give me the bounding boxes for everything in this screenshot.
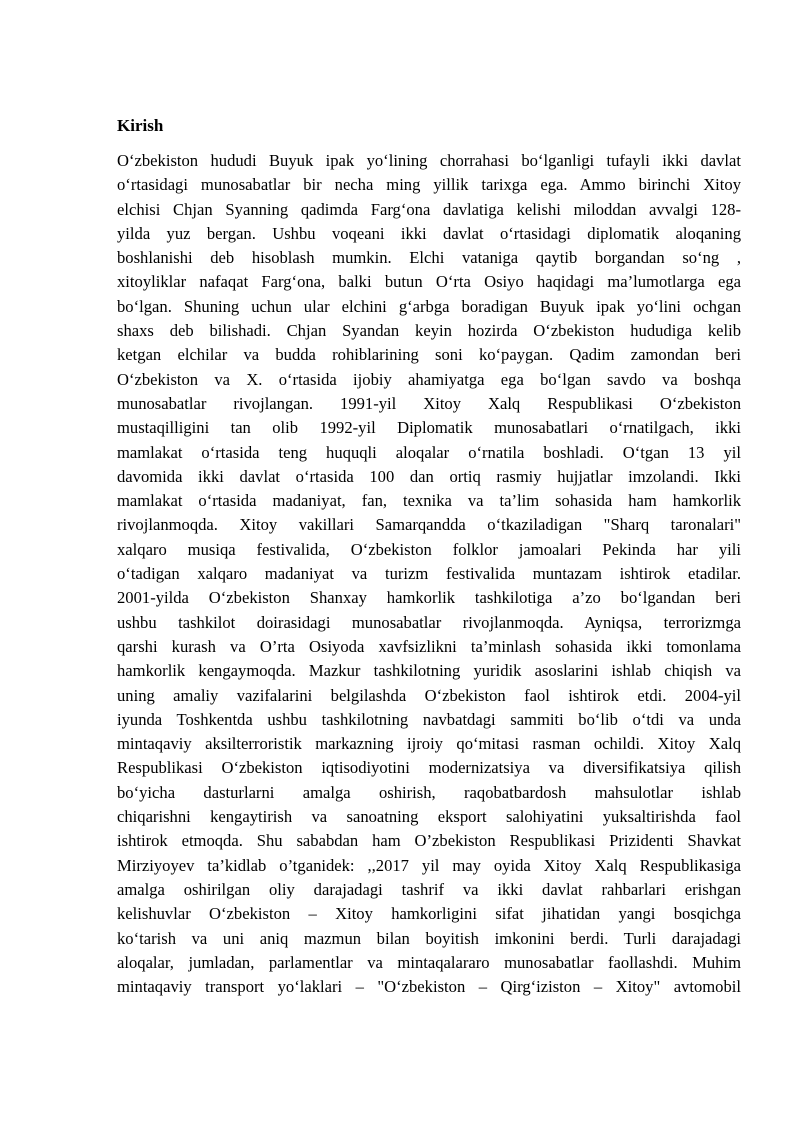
section-heading: Kirish xyxy=(117,116,164,135)
text-line: mamlakat o‘rtasida madaniyat, fan, texnika va ta’lim sohasida ham hamkorlik xyxy=(117,491,741,511)
text-line: O‘zbekiston va X. o‘rtasida ijobiy ahamiyatga ega bo‘lgan savdo va boshqa xyxy=(117,369,741,389)
text-line: xitoyliklar nafaqat Farg‘ona, balki butun O‘rta Osiyo haqidagi ma’lumotlarga ega xyxy=(117,272,741,292)
text-line: bo‘lgan. Shuning uchun ular elchini g‘arbga boradigan Buyuk ipak yo‘lini ochgan xyxy=(117,296,741,316)
text-line: amalga oshirilgan oliy darajadagi tashrif va ikki davlat rahbarlari erishgan xyxy=(117,879,741,899)
body-paragraph xyxy=(117,149,741,999)
text-line: ishtirok etmoqda. Shu sababdan ham O’zbekiston Respublikasi Prizidenti Shavkat xyxy=(117,831,741,851)
text-line: boshlanishi deb hisoblash mumkin. Elchi vataniga qaytib borgandan so‘ng , xyxy=(117,248,741,268)
text-line: ko‘tarish va uni aniq mazmun bilan boyitish imkonini berdi. Turli darajadagi xyxy=(117,928,741,948)
text-line: shaxs deb bilishadi. Chjan Syandan keyin hozirda O‘zbekiston hududiga kelib xyxy=(117,321,741,341)
text-line: mamlakat o‘rtasida teng huquqli aloqalar o‘rnatila boshladi. O‘tgan 13 yil xyxy=(117,442,741,462)
text-line: mintaqaviy transport yo‘laklari – "O‘zbekiston – Qirg‘iziston – Xitoy" avtomobil xyxy=(117,977,741,997)
text-line: ushbu tashkilot doirasidagi munosabatlar rivojlanmoqda. Ayniqsa, terrorizmga xyxy=(117,612,741,632)
text-line: mintaqaviy aksilterroristik markazning ijroiy qo‘mitasi rasman ochildi. Xitoy Xalq xyxy=(117,734,741,754)
text-line: elchisi Chjan Syanning qadimda Farg‘ona davlatiga kelishi miloddan avvalgi 128- xyxy=(117,199,741,219)
text-line: o‘rtasidagi munosabatlar bir necha ming yillik tarixga ega. Ammo birinchi Xitoy xyxy=(117,175,741,195)
text-line: xalqaro musiqa festivalida, O‘zbekiston folklor jamoalari Pekinda har yili xyxy=(117,539,741,559)
text-line: aloqalar, jumladan, parlamentlar va mintaqalararo munosabatlar faollashdi. Muhim xyxy=(117,952,741,972)
text-line: yilda yuz bergan. Ushbu voqeani ikki davlat o‘rtasidagi diplomatik aloqaning xyxy=(117,223,741,243)
text-line: chiqarishni kengaytirish va sanoatning eksport salohiyatini yuksaltirishda faol xyxy=(117,807,741,827)
text-line: bo‘yicha dasturlarni amalga oshirish, raqobatbardosh mahsulotlar ishlab xyxy=(117,782,741,802)
text-line: hamkorlik kengaymoqda. Mazkur tashkilotning yuridik asoslarini ishlab chiqish va xyxy=(117,661,741,681)
text-line: o‘tadigan xalqaro madaniyat va turizm festivalida muntazam ishtirok etadilar. xyxy=(117,564,741,584)
text-line: Mirziyoyev ta’kidlab o’tganidek: ,,2017 yil may oyida Xitoy Xalq Respublikasiga xyxy=(117,855,741,875)
text-line: O‘zbekiston hududi Buyuk ipak yo‘lining chorrahasi bo‘lganligi tufayli ikki davlat xyxy=(117,151,741,170)
text-line: qarshi kurash va O’rta Osiyoda xavfsizlikni ta’minlash sohasida ikki tomonlama xyxy=(117,636,741,656)
text-line: davomida ikki davlat o‘rtasida 100 dan ortiq rasmiy hujjatlar imzolandi. Ikki xyxy=(117,466,741,486)
text-line: rivojlanmoqda. Xitoy vakillari Samarqandda o‘tkaziladigan "Sharq taronalari" xyxy=(117,515,741,535)
text-line: 2001-yilda O‘zbekiston Shanxay hamkorlik tashkilotiga a’zo bo‘lgandan beri xyxy=(117,588,741,608)
text-line: munosabatlar rivojlangan. 1991-yil Xitoy Xalq Respublikasi O‘zbekiston xyxy=(117,393,741,413)
text-line: uning amaliy vazifalarini belgilashda O‘zbekiston faol ishtirok etdi. 2004-yil xyxy=(117,685,741,705)
text-line: ketgan elchilar va budda rohiblarining soni ko‘paygan. Qadim zamondan beri xyxy=(117,345,741,365)
text-line: Respublikasi O‘zbekiston iqtisodiyotini modernizatsiya va diversifikatsiya qilish xyxy=(117,758,741,778)
text-line: kelishuvlar O‘zbekiston – Xitoy hamkorligini sifat jihatidan yangi bosqichga xyxy=(117,904,741,924)
text-line: iyunda Toshkentda ushbu tashkilotning navbatdagi sammiti bo‘lib o‘tdi va unda xyxy=(117,709,741,729)
text-line: mustaqilligini tan olib 1992-yil Diplomatik munosabatlari o‘rnatilgach, ikki xyxy=(117,418,741,438)
